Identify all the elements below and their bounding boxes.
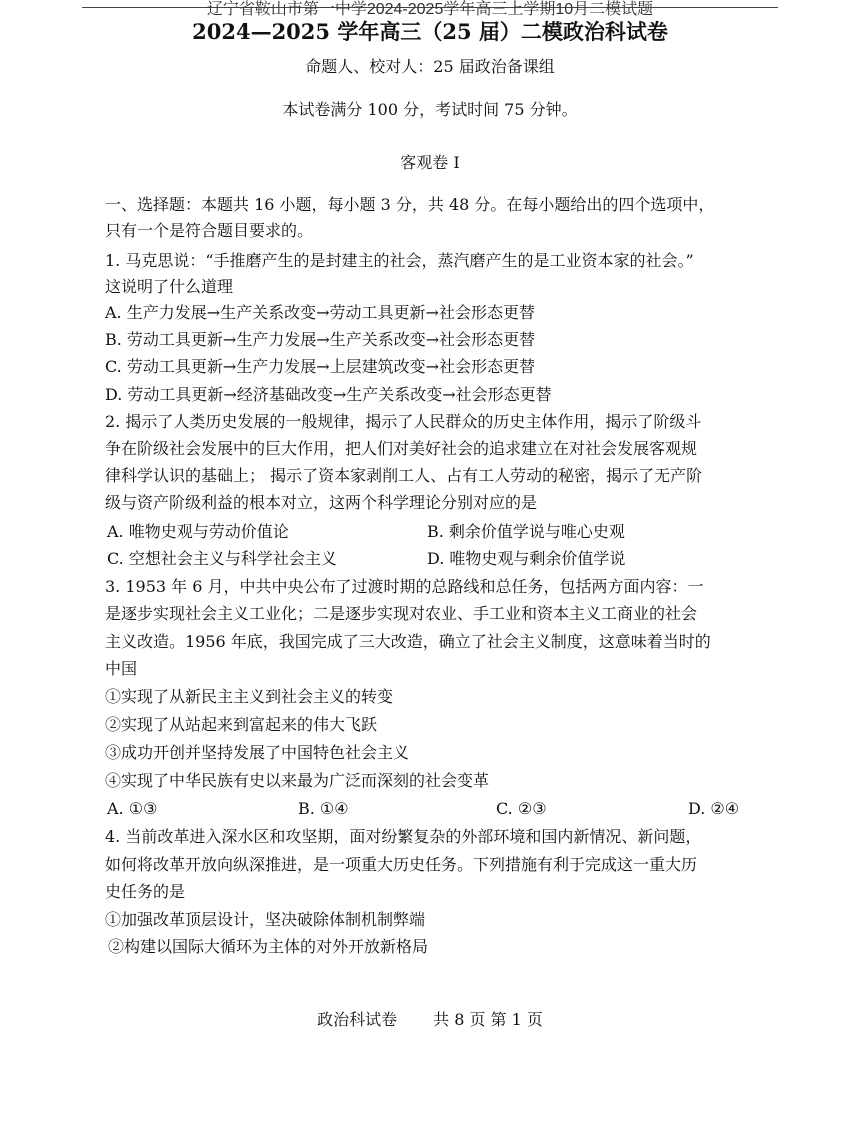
exam-info: 本试卷满分 100 分，考试时间 75 分钟。 — [282, 100, 578, 119]
exam-title: 2024—2025 学年高三（25 届）二模政治科试卷 — [192, 19, 668, 44]
q3-option-b: B. ①④ — [298, 799, 349, 818]
q3-item-3: ③成功开创并坚持发展了中国特色社会主义 — [105, 743, 410, 762]
q3-item-1: ①实现了从新民主主义到社会主义的转变 — [105, 687, 394, 706]
q3-stem-line-3: 主义改造。1956 年底，我国完成了三大改造，确立了社会主义制度，这意味着当时的 — [105, 632, 711, 651]
section-title: 客观卷 I — [400, 153, 460, 172]
q4-item-2: ②构建以国际大循环为主体的对外开放新格局 — [108, 937, 429, 956]
q3-stem-line-4: 中国 — [105, 659, 138, 678]
q2-option-c: C. 空想社会主义与科学社会主义 — [107, 549, 337, 568]
page-footer — [0, 1009, 860, 1031]
q1-option-b: B. 劳动工具更新→生产力发展→生产关系改变→社会形态更替 — [105, 330, 536, 349]
q4-item-1: ①加强改革顶层设计，坚决破除体制机制弊端 — [105, 910, 426, 929]
q1-option-c: C. 劳动工具更新→生产力发展→上层建筑改变→社会形态更替 — [105, 357, 536, 376]
q2-option-b: B. 剩余价值学说与唯心史观 — [427, 522, 625, 541]
q1-option-a: A. 生产力发展→生产关系改变→劳动工具更新→社会形态更替 — [105, 303, 535, 322]
footer-subject: 政治科试卷 — [317, 1010, 398, 1029]
q3-option-a: A. ①③ — [107, 799, 158, 818]
q3-option-c: C. ②③ — [496, 799, 547, 818]
q3-option-d: D. ②④ — [688, 799, 740, 818]
q4-stem-line-1: 4. 当前改革进入深水区和攻坚期，面对纷繁复杂的外部环境和国内新情况、新问题， — [105, 827, 702, 846]
q2-stem-line-4: 级与资产阶级利益的根本对立，这两个科学理论分别对应的是 — [105, 493, 538, 512]
authors-line: 命题人、校对人：25 届政治备课组 — [305, 57, 555, 76]
q1-stem-line-1: 1. 马克思说：“手推磨产生的是封建主的社会，蒸汽磨产生的是工业资本家的社会。” — [105, 251, 694, 270]
q3-item-2: ②实现了从站起来到富起来的伟大飞跃 — [105, 715, 378, 734]
q2-option-a: A. 唯物史观与劳动价值论 — [107, 522, 289, 541]
q2-stem-line-1: 2. 揭示了人类历史发展的一般规律，揭示了人民群众的历史主体作用，揭示了阶级斗 — [105, 412, 702, 431]
source-watermark: 辽宁省鞍山市第一中学2024-2025学年高三上学期10月二模试题 — [206, 1, 654, 18]
q3-stem-line-1: 3. 1953 年 6 月，中共中央公布了过渡时期的总路线和总任务，包括两方面内容：一 — [105, 577, 704, 596]
q4-stem-line-3: 史任务的是 — [105, 882, 186, 901]
q3-item-4: ④实现了中华民族有史以来最为广泛而深刻的社会变革 — [105, 771, 490, 790]
q1-stem-line-2: 这说明了什么道理 — [105, 277, 234, 296]
q4-stem-line-2: 如何将改革开放向纵深推进，是一项重大历史任务。下列措施有利于完成这一重大历 — [105, 855, 698, 874]
instructions-line-2: 只有一个是符合题目要求的。 — [105, 221, 314, 240]
q2-stem-line-3: 律科学认识的基础上； 揭示了资本家剥削工人、占有工人劳动的秘密，揭示了无产阶 — [105, 466, 703, 485]
q3-stem-line-2: 是逐步实现社会主义工业化；二是逐步实现对农业、手工业和资本主义工商业的社会 — [105, 604, 698, 623]
instructions-line-1: 一、选择题：本题共 16 小题，每小题 3 分，共 48 分。在每小题给出的四个选项中， — [105, 195, 715, 214]
q2-option-d: D. 唯物史观与剩余价值学说 — [427, 549, 626, 568]
footer-page-count: 共 8 页 第 1 页 — [433, 1010, 543, 1029]
q2-stem-line-2: 争在阶级社会发展中的巨大作用，把人们对美好社会的追求建立在对社会发展客观规 — [105, 439, 698, 458]
q1-option-d: D. 劳动工具更新→经济基础改变→生产关系改变→社会形态更替 — [105, 385, 552, 404]
